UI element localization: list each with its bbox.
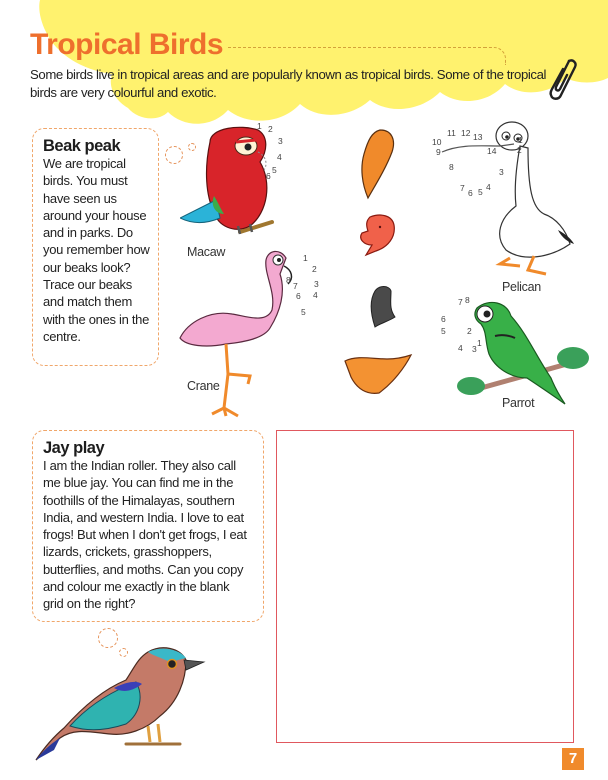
beak-peak-box bbox=[32, 128, 159, 366]
macaw-dot-5: 5 bbox=[272, 165, 277, 175]
macaw-dot-1: 1 bbox=[257, 121, 262, 131]
crane-illustration bbox=[176, 244, 306, 420]
intro-text: Some birds live in tropical areas and are popularly known as tropical birds. Some of the tropical birds are very colourful and exotic. bbox=[30, 67, 547, 100]
blank-drawing-grid[interactable] bbox=[276, 430, 574, 743]
red-hooked-beak-icon bbox=[356, 213, 398, 257]
crane-dot-1: 1 bbox=[303, 253, 308, 263]
pelican-dot-8: 8 bbox=[449, 162, 454, 172]
pelican-dot-6: 6 bbox=[468, 188, 473, 198]
pelican-dot-1: 1 bbox=[518, 135, 523, 145]
macaw-illustration bbox=[180, 122, 280, 242]
parrot-dot-1: 1 bbox=[477, 338, 482, 348]
page-number-badge: 7 bbox=[562, 748, 584, 770]
beak-peak-text: We are tropical birds. You must have seen us around your house and in parks. Do you remember how our beaks look? Trace our beaks and match them with the ones in the centre. bbox=[43, 156, 150, 344]
paperclip-icon bbox=[545, 57, 579, 103]
macaw-dot-4: 4 bbox=[277, 152, 282, 162]
grey-hooked-beak-icon bbox=[367, 285, 397, 329]
parrot-dot-3: 3 bbox=[472, 344, 477, 354]
title-dashed-rule bbox=[228, 47, 486, 48]
macaw-dot-3: 3 bbox=[278, 136, 283, 146]
pelican-dot-13: 13 bbox=[473, 132, 483, 142]
jay-play-heading: Jay play bbox=[43, 439, 105, 457]
parrot-illustration bbox=[455, 295, 590, 410]
jay-play-box bbox=[32, 430, 264, 622]
macaw-dot-6: 6 bbox=[266, 171, 271, 181]
pelican-label: Pelican bbox=[502, 280, 541, 294]
crane-dot-5: 5 bbox=[301, 307, 306, 317]
macaw-dot-2: 2 bbox=[268, 124, 273, 134]
crane-dot-8: 8 bbox=[286, 275, 291, 285]
crane-dot-7: 7 bbox=[293, 281, 298, 291]
parrot-dot-6: 6 bbox=[441, 314, 446, 324]
crane-dot-2: 2 bbox=[312, 264, 317, 274]
parrot-dot-4: 4 bbox=[458, 343, 463, 353]
macaw-label: Macaw bbox=[187, 245, 226, 259]
pelican-dot-14: 14 bbox=[487, 146, 497, 156]
parrot-dot-2: 2 bbox=[467, 326, 472, 336]
pelican-dot-4: 4 bbox=[486, 182, 491, 192]
pelican-dot-9: 9 bbox=[436, 147, 441, 157]
crane-dot-6: 6 bbox=[296, 291, 301, 301]
orange-pouch-beak-icon bbox=[343, 353, 413, 397]
pelican-dot-2: 2 bbox=[517, 145, 522, 155]
beak-peak-heading: Beak peak bbox=[43, 137, 121, 155]
indian-roller-illustration bbox=[30, 640, 210, 770]
parrot-dot-5: 5 bbox=[441, 326, 446, 336]
parrot-dot-8: 8 bbox=[465, 295, 470, 305]
jay-play-text: I am the Indian roller. They also call me blue jay. You can find me in the foothills of the Himalayas, southern India, and western India. I love to eat frogs! But when I don't get frogs, I eat lizards, crickets, grasshoppers, butterflies, and moths. Can you copy and colour me exactly in the blank grid on the right? bbox=[43, 458, 247, 612]
crane-dot-3: 3 bbox=[314, 279, 319, 289]
page-title: Tropical Birds bbox=[30, 28, 224, 61]
pelican-dot-11: 11 bbox=[447, 128, 456, 138]
pelican-dot-10: 10 bbox=[432, 137, 442, 147]
pelican-dot-7: 7 bbox=[460, 183, 465, 193]
pelican-dot-12: 12 bbox=[461, 128, 471, 138]
parrot-dot-7: 7 bbox=[458, 297, 463, 307]
crane-dot-4: 4 bbox=[313, 290, 318, 300]
pelican-beak-trace bbox=[440, 140, 516, 156]
pelican-dot-3: 3 bbox=[499, 167, 504, 177]
crane-label: Crane bbox=[187, 379, 220, 393]
parrot-label: Parrot bbox=[502, 396, 535, 410]
curved-orange-beak-icon bbox=[356, 128, 396, 200]
pelican-dot-5: 5 bbox=[478, 187, 483, 197]
